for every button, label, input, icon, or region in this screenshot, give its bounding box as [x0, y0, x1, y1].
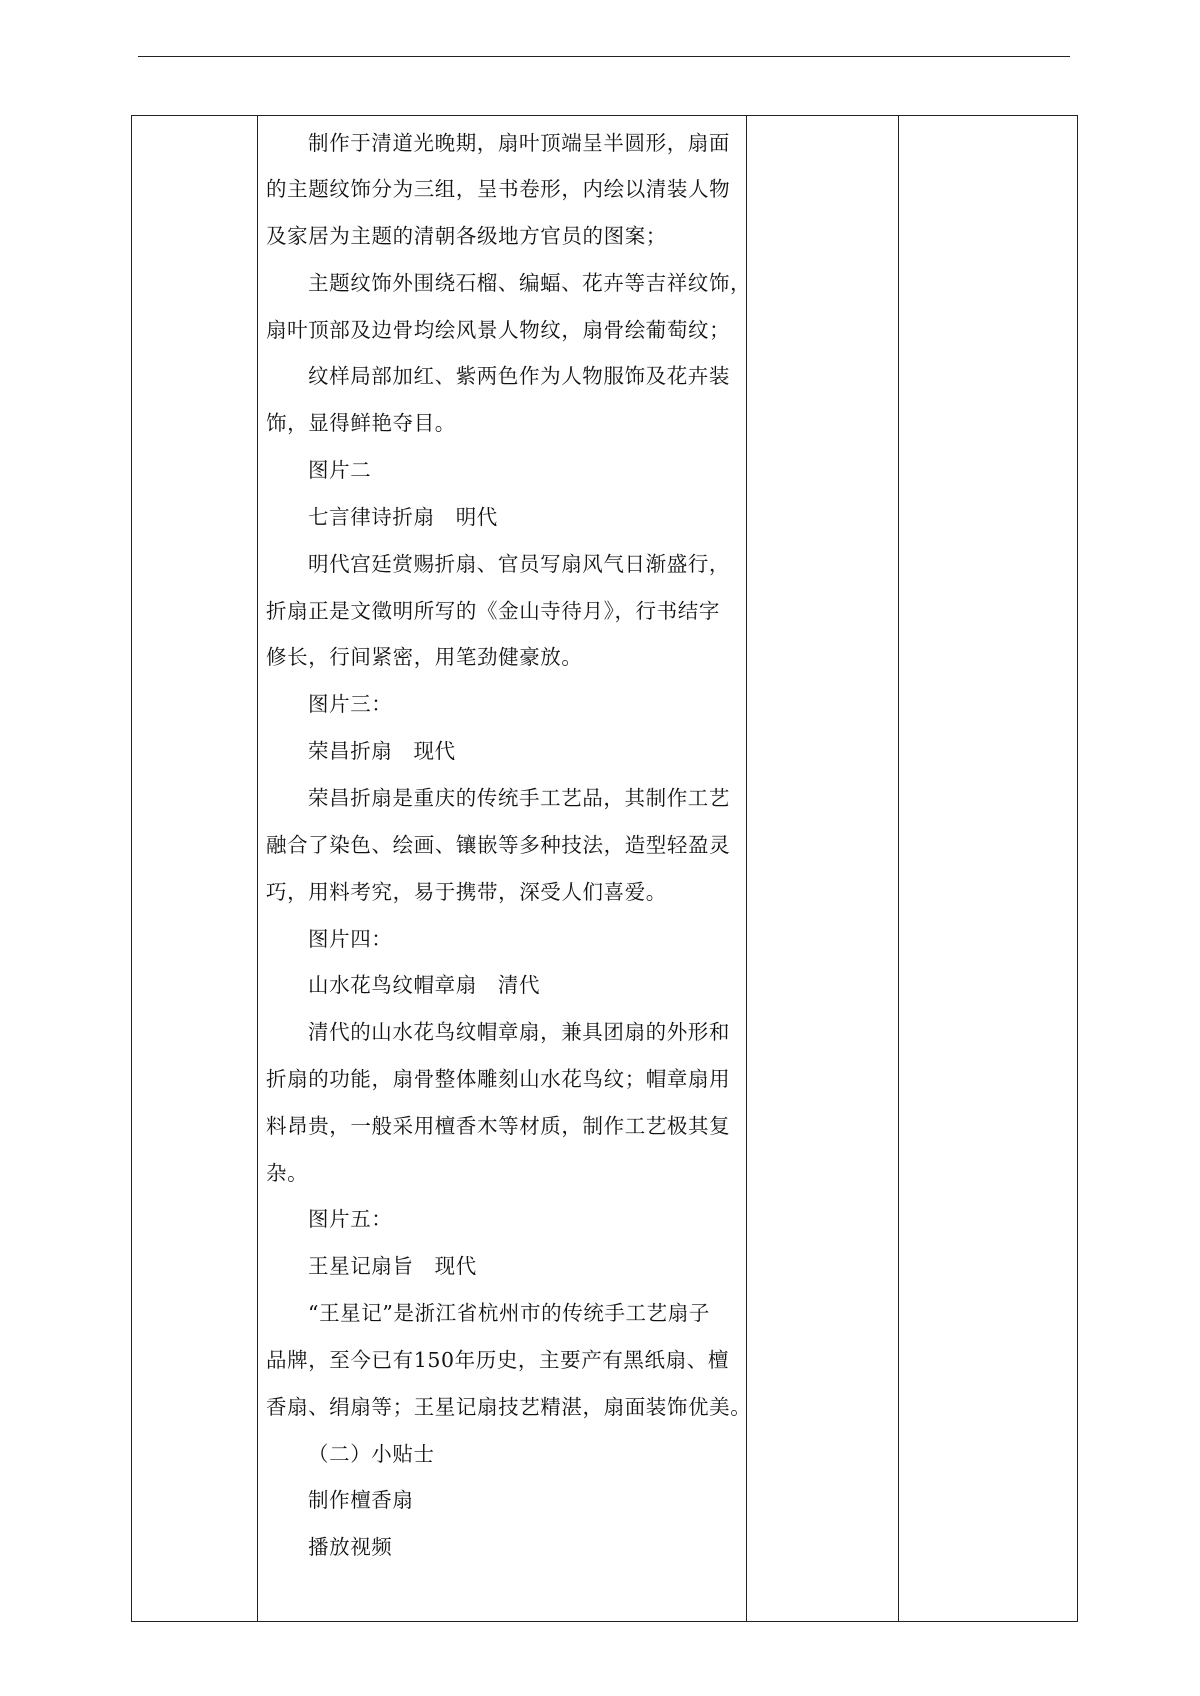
text-line: 图片二 [308, 458, 372, 482]
text-line: 及家居为主题的清朝各级地方官员的图案； [266, 224, 667, 248]
text-line: （二）小贴士 [308, 1442, 435, 1466]
column-divider [898, 116, 899, 1621]
header-rule [138, 56, 1070, 57]
text-line: “王星记”是浙江省杭州市的传统手工艺扇子 [308, 1301, 710, 1325]
text-line: 图片五： [308, 1207, 393, 1231]
text-line: 荣昌折扇是重庆的传统手工艺品，其制作工艺 [308, 786, 730, 810]
text-line: 山水花鸟纹帽章扇 清代 [308, 973, 541, 997]
text-line: 融合了染色、绘画、镶嵌等多种技法，造型轻盈灵 [266, 833, 731, 857]
text-line: 修长，行间紧密，用笔劲健豪放。 [266, 645, 583, 669]
text-line: 制作檀香扇 [308, 1488, 414, 1512]
text-line: 饰，显得鲜艳夺目。 [266, 411, 456, 435]
text-line: 清代的山水花鸟纹帽章扇，兼具团扇的外形和 [308, 1020, 730, 1044]
text-line: 明代宫廷赏赐折扇、官员写扇风气日渐盛行， [308, 552, 730, 576]
text-line: 香扇、绢扇等；王星记扇技艺精湛，扇面装饰优美。 [266, 1395, 752, 1419]
text-line: 巧，用料考究，易于携带，深受人们喜爱。 [266, 880, 667, 904]
text-line: 纹样局部加红、紫两色作为人物服饰及花卉装 [308, 364, 730, 388]
column-divider [257, 116, 258, 1621]
text-line: 扇叶顶部及边骨均绘风景人物纹，扇骨绘葡萄纹； [266, 318, 731, 342]
lesson-table [131, 115, 1078, 1622]
text-line: 图片四： [308, 927, 393, 951]
text-line: 料昂贵，一般采用檀香木等材质，制作工艺极其复 [266, 1114, 731, 1138]
text-line: 荣昌折扇 现代 [308, 739, 456, 763]
text-line: 播放视频 [308, 1535, 393, 1559]
text-line: 王星记扇旨 现代 [308, 1254, 477, 1278]
text-line: 七言律诗折扇 明代 [308, 505, 498, 529]
text-line: 杂。 [266, 1161, 309, 1185]
text-line: 的主题纹饰分为三组，呈书卷形，内绘以清装人物 [266, 177, 731, 201]
text-line: 折扇的功能，扇骨整体雕刻山水花鸟纹；帽章扇用 [266, 1067, 731, 1091]
text-line: 主题纹饰外围绕石榴、编蝠、花卉等吉祥纹饰， [308, 271, 752, 295]
text-line: 制作于清道光晚期，扇叶顶端呈半圆形，扇面 [308, 131, 730, 155]
text-line: 图片三： [308, 692, 393, 716]
text-line: 折扇正是文徵明所写的《金山寺待月》，行书结字 [266, 599, 720, 623]
text-line: 品牌，至今已有150年历史，主要产有黑纸扇、檀 [266, 1348, 729, 1372]
